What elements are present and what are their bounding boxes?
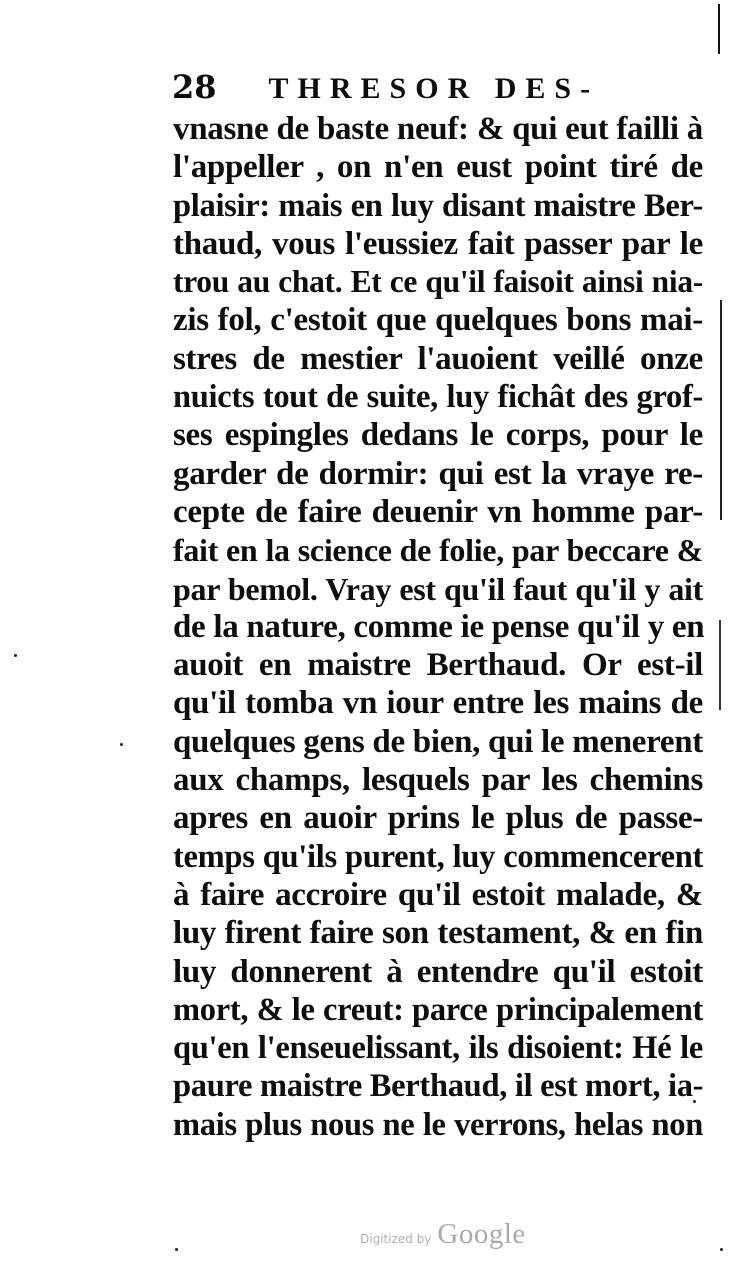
digitized-label: Digitized by <box>360 1232 432 1246</box>
ink-speck <box>720 1248 723 1251</box>
text-line: ses espingles dedans le corps, pour le <box>173 417 703 454</box>
text-line: garder de dormir: qui est la vraye re- <box>173 455 703 492</box>
text-line: mais plus nous ne le verrons, helas non <box>173 1106 703 1143</box>
text-line: de la nature, comme ie pense qu'il y en <box>173 608 705 645</box>
ink-speck <box>14 654 17 657</box>
body-text <box>173 110 708 1144</box>
text-line: cepte de faire deuenir vn homme par- <box>173 493 703 530</box>
google-logo: Google <box>437 1218 526 1250</box>
digitized-by-watermark <box>360 1218 526 1251</box>
text-line: qu'en l'enseuelissant, ils disoient: Hé le <box>173 1030 703 1067</box>
text-line: zis fol, c'estoit que quelques bons mai- <box>173 302 703 339</box>
text-line: trou au chat. Et ce qu'il faisoit ainsi nia- <box>173 264 703 300</box>
text-line: stres de mestier l'auoient veillé onze <box>173 340 703 377</box>
text-line: luy firent faire son testament, & en fin <box>173 915 703 952</box>
page-edge-mark <box>719 620 721 710</box>
text-line: auoit en maistre Berthaud. Or est-il <box>173 647 703 684</box>
text-line: aux champs, lesquels par les chemins <box>173 762 703 799</box>
text-line: l'appeller , on n'en eust point tiré de <box>173 149 703 186</box>
text-line: mort, & le creut: parce principalement <box>173 991 703 1028</box>
page-edge-mark <box>718 4 720 54</box>
text-line: fait en la science de folie, par beccare & <box>173 532 703 569</box>
ink-speck <box>175 1248 178 1251</box>
text-line: vnasne de baste neuf: & qui eut failli à <box>173 111 703 147</box>
text-line: apres en auoir prins le plus de passe- <box>173 800 703 837</box>
text-line: nuicts tout de suite, luy fichât des grof- <box>173 379 703 416</box>
text-line: temps qu'ils purent, luy commencerent <box>173 838 703 875</box>
text-line: qu'il tomba vn iour entre les mains de <box>173 685 703 722</box>
text-line: luy donnerent à entendre qu'il estoit <box>173 953 703 990</box>
page-edge-mark <box>720 300 722 520</box>
text-line: quelques gens de bien, qui le menerent <box>173 723 703 760</box>
page-number: 28 <box>172 68 217 106</box>
text-line: paure maistre Berthaud, il est mort, ia- <box>173 1068 704 1105</box>
ink-speck <box>120 743 123 746</box>
text-line: à faire accroire qu'il estoit malade, & <box>173 876 703 913</box>
text-line: plaisir: mais en luy disant maistre Ber- <box>173 187 703 224</box>
running-title: THRESOR DES- <box>268 72 600 105</box>
text-line: thaud, vous l'eussiez fait passer par le <box>173 225 703 262</box>
page-header <box>172 68 692 108</box>
text-line: par bemol. Vray est qu'il faut qu'il y ait <box>173 570 703 607</box>
